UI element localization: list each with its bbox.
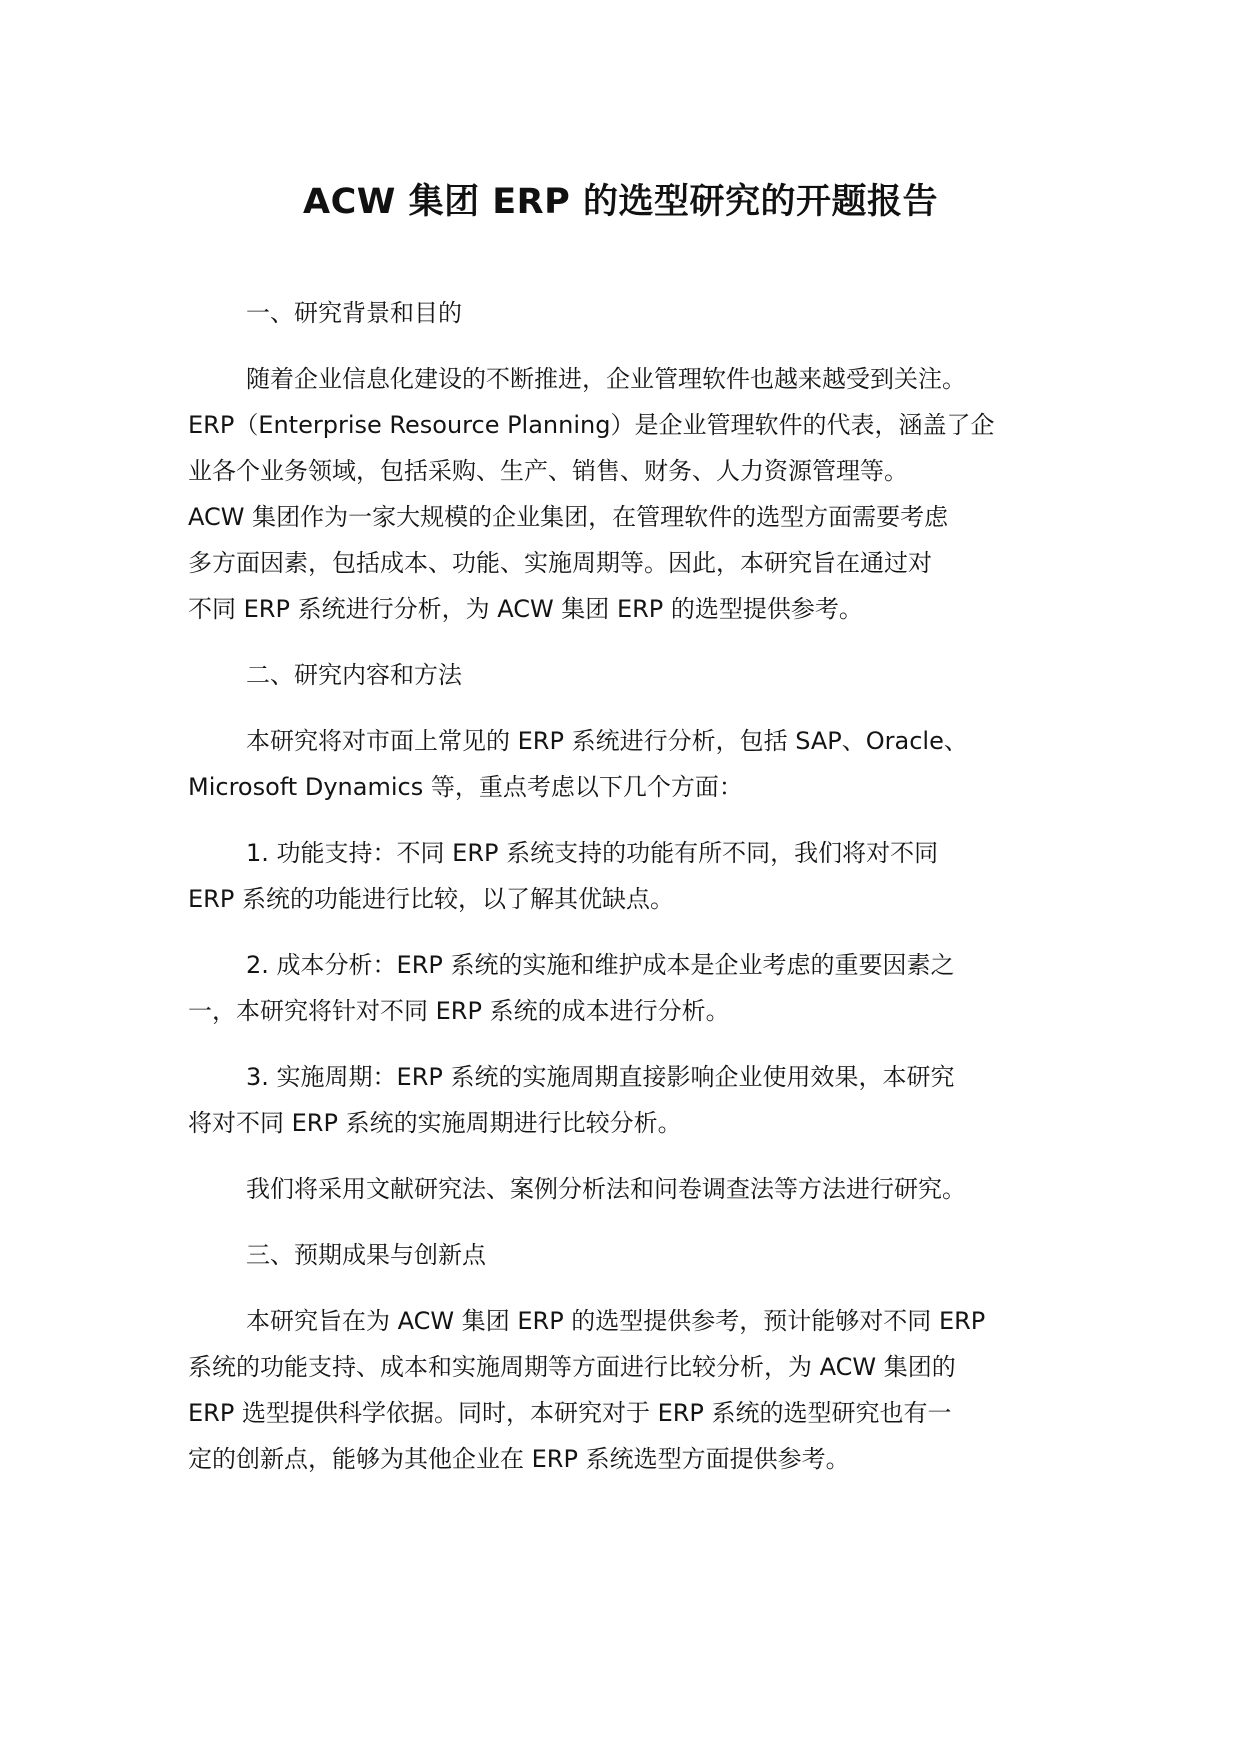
expected-results-paragraph: [188, 1298, 1068, 1482]
section-heading-content-methods: 二、研究内容和方法: [246, 661, 462, 689]
list-item-line: 一，本研究将针对不同 ERP 系统的成本进行分析。: [188, 997, 730, 1025]
document-title: ACW 集团 ERP 的选型研究的开题报告: [303, 182, 938, 222]
paragraph-line: ACW 集团作为一家大规模的企业集团，在管理软件的选型方面需要考虑: [188, 503, 949, 531]
list-item-line: 将对不同 ERP 系统的实施周期进行比较分析。: [188, 1109, 682, 1137]
paragraph-line: Microsoft Dynamics 等，重点考虑以下几个方面：: [188, 773, 743, 801]
section-heading-background: 一、研究背景和目的: [246, 299, 462, 327]
paragraph-line: 定的创新点，能够为其他企业在 ERP 系统选型方面提供参考。: [188, 1445, 850, 1473]
list-item-line: 3. 实施周期：ERP 系统的实施周期直接影响企业使用效果，本研究: [246, 1063, 955, 1091]
list-item-cost-analysis: [188, 942, 1068, 1034]
list-item-function-support: [188, 830, 1068, 922]
paragraph-line: ERP 选型提供科学依据。同时，本研究对于 ERP 系统的选型研究也有一: [188, 1399, 952, 1427]
background-paragraph: [188, 356, 1068, 632]
paragraph-line: 随着企业信息化建设的不断推进，企业管理软件也越来越受到关注。: [246, 365, 966, 393]
paragraph-line: 本研究将对市面上常见的 ERP 系统进行分析，包括 SAP、Oracle、: [246, 727, 968, 755]
paragraph-line: 不同 ERP 系统进行分析，为 ACW 集团 ERP 的选型提供参考。: [188, 595, 863, 623]
list-item-line: 1. 功能支持：不同 ERP 系统支持的功能有所不同，我们将对不同: [246, 839, 939, 867]
section-heading-expected-results: 三、预期成果与创新点: [246, 1241, 486, 1269]
paragraph-line: ERP（Enterprise Resource Planning）是企业管理软件的代表，涵盖了企: [188, 411, 995, 439]
paragraph-line: 系统的功能支持、成本和实施周期等方面进行比较分析，为 ACW 集团的: [188, 1353, 956, 1381]
methods-paragraph: [188, 1166, 1068, 1212]
paragraph-line: 本研究旨在为 ACW 集团 ERP 的选型提供参考，预计能够对不同 ERP: [246, 1307, 986, 1335]
list-item-implementation-cycle: [188, 1054, 1068, 1146]
list-item-line: ERP 系统的功能进行比较，以了解其优缺点。: [188, 885, 674, 913]
document-body: [188, 290, 1068, 1502]
list-item-line: 2. 成本分析：ERP 系统的实施和维护成本是企业考虑的重要因素之: [246, 951, 955, 979]
paragraph-line: 我们将采用文献研究法、案例分析法和问卷调查法等方法进行研究。: [246, 1175, 966, 1203]
paragraph-line: 多方面因素，包括成本、功能、实施周期等。因此，本研究旨在通过对: [188, 549, 932, 577]
content-intro-paragraph: [188, 718, 1068, 810]
paragraph-line: 业各个业务领域，包括采购、生产、销售、财务、人力资源管理等。: [188, 457, 908, 485]
